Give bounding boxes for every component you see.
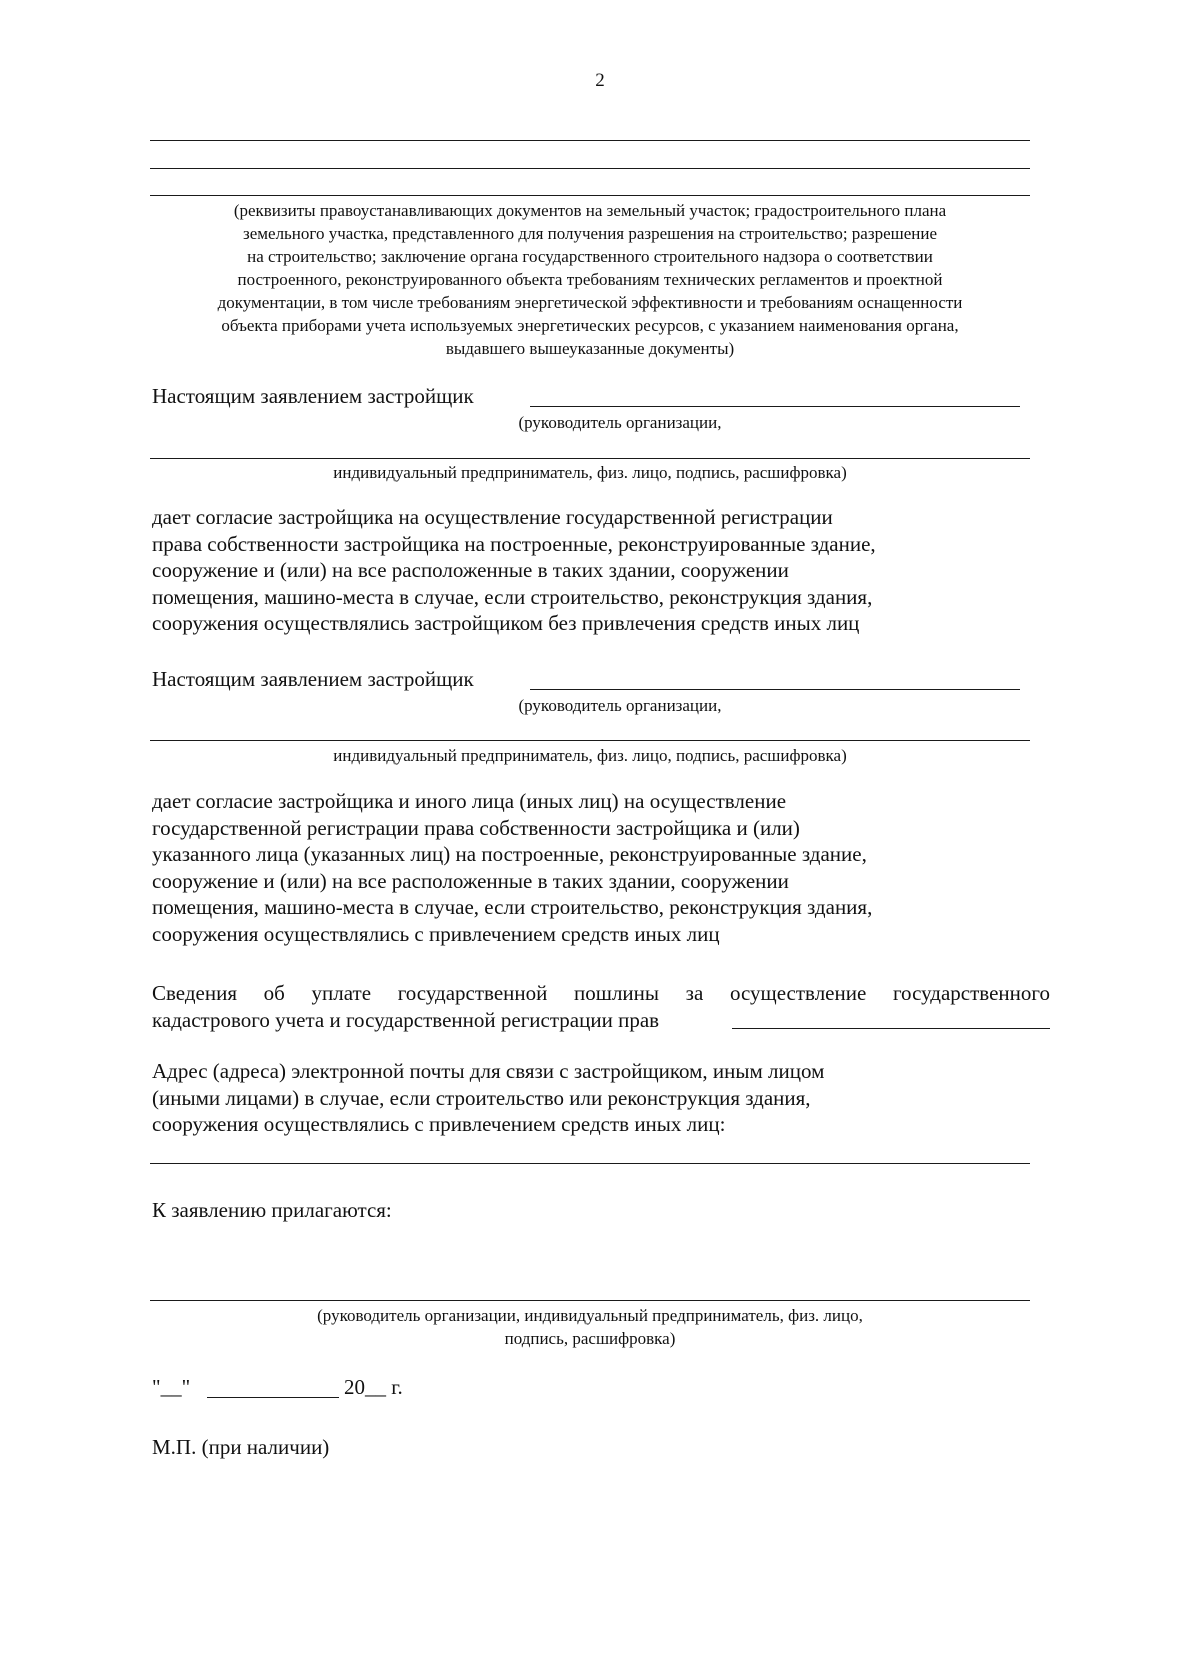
caption-line: (руководитель организации, индивидуальный предприниматель, физ. лицо, [317,1306,863,1325]
text-line: помещения, машино-места в случае, если строительство, реконструкция здания, [152,584,873,609]
email-field[interactable] [150,1163,1030,1164]
text-line: сооружения осуществлялись с привлечением средств иных лиц: [152,1112,726,1136]
text-line: сооружение и (или) на все расположенные в таких здании, сооружении [152,868,789,893]
text-line: государственной регистрации права собственности застройщика и (или) [152,815,800,840]
text-line: дает согласие застройщика на осуществление государственной регистрации [152,505,833,529]
consent-1-applicant-field[interactable] [530,406,1020,407]
attachments-label: К заявлению прилагаются: [152,1198,392,1222]
date-day[interactable]: "__" [152,1375,191,1399]
text-line: (иными лицами) в случае, если строительство или реконструкция здания, [152,1085,811,1110]
caption-line: подпись, расшифровка) [504,1329,676,1348]
requisites-caption [150,199,1030,360]
email-info [152,1058,824,1138]
text-line: сооружения осуществлялись застройщиком без привлечения средств иных лиц [152,611,860,635]
caption-line: земельного участка, представленного для получения разрешения на строительство; разрешение [243,224,937,243]
caption-line: объекта приборами учета используемых энергетических ресурсов, с указанием наименования органа, [221,316,959,335]
caption-line: на строительство; заключение органа государственного строительного надзора о соответствии [247,247,933,266]
text-line: дает согласие застройщика и иного лица (иных лиц) на осуществление [152,789,787,813]
consent-2-text [152,788,872,947]
requisites-blank-line-1[interactable] [150,140,1030,141]
text-line: сооружения осуществлялись с привлечением средств иных лиц [152,921,720,946]
text-line: права собственности застройщика на построенные, реконструированные здание, [152,531,876,556]
caption-line: выдавшего вышеуказанные документы) [445,339,735,358]
fee-info [152,980,1050,1033]
caption-line: построенного, реконструированного объекта требованиям технических регламентов и проектной [237,270,943,289]
consent-2-caption-1: (руководитель организации, [518,696,722,715]
consent-1-lead: Настоящим заявлением застройщик [152,384,474,408]
text-line: сооружение и (или) на все расположенные в таких здании, сооружении [152,558,789,582]
date-year[interactable]: 20__ г. [344,1375,403,1399]
consent-1-caption-1: (руководитель организации, [518,413,722,432]
consent-2-caption-2: индивидуальный предприниматель, физ. лицо, подпись, расшифровка) [333,746,847,765]
text-line: помещения, машино-места в случае, если строительство, реконструкция здания, [152,895,873,919]
caption-line: документации, в том числе требованиям энергетической эффективности и требованиям оснащенности [217,293,963,312]
text-line: указанного лица (указанных лиц) на построенные, реконструированные здание, [152,842,867,866]
fee-info-line-2: кадастрового учета и государственной регистрации прав [152,1007,660,1032]
consent-1-signature-field[interactable] [150,458,1030,459]
requisites-blank-line-2[interactable] [150,168,1030,169]
consent-2-applicant-field[interactable] [530,689,1020,690]
fee-payment-field[interactable] [732,1028,1050,1029]
requisites-blank-line-3[interactable] [150,195,1030,196]
stamp-label: М.П. (при наличии) [152,1435,330,1459]
consent-2-signature-field[interactable] [150,740,1030,741]
caption-line: (реквизиты правоустанавливающих документов на земельный участок; градостроительного плана [233,201,947,220]
consent-2-lead: Настоящим заявлением застройщик [152,667,474,691]
signature-field[interactable] [150,1300,1030,1301]
consent-1-text [152,504,876,637]
consent-1-caption-2: индивидуальный предприниматель, физ. лицо, подпись, расшифровка) [333,463,847,482]
date-month-field[interactable] [207,1397,339,1398]
signature-caption [150,1304,1030,1350]
page-number: 2 [595,70,605,91]
fee-info-line-1: Сведения об уплате государственной пошлины за осуществление государственного [152,981,1050,1005]
text-line: Адрес (адреса) электронной почты для связи с застройщиком, иным лицом [152,1059,825,1083]
